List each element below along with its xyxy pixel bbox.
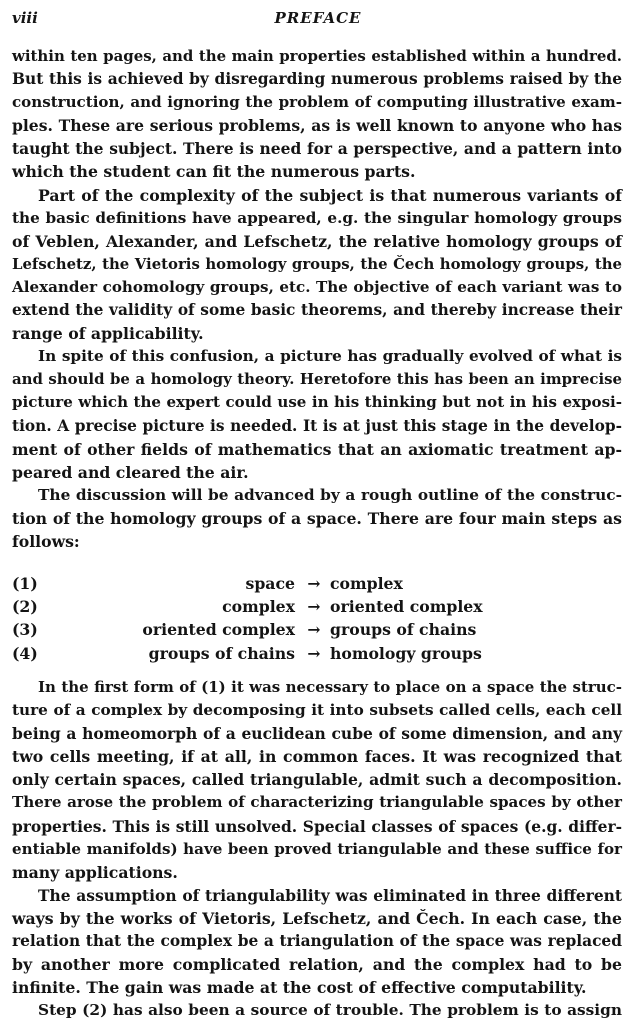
text-line: properties. This is still unsolved. Special classes of spaces (e.g. differ- (12, 816, 622, 836)
step-target: oriented complex (330, 597, 483, 617)
text-line: construction, and ignoring the problem of computing illustrative exam- (12, 93, 622, 112)
text-line: In the first form of (1) it was necessary to place on a space the struc- (38, 678, 622, 696)
text-line: ways by the works of Vietoris, Lefschetz, and Čech. In each case, the (12, 908, 622, 928)
step-number: (3) (12, 620, 38, 640)
text-line: extend the validity of some basic theorems, and thereby increase their (12, 301, 622, 320)
text-line: Part of the complexity of the subject is that numerous variants of (38, 185, 622, 205)
step-number: (2) (12, 597, 38, 617)
step-source: space (245, 574, 295, 593)
text-line: tion. A precise picture is needed. It is at just this stage in the develop- (12, 416, 622, 435)
step-source: groups of chains (148, 643, 295, 663)
construction-steps (12, 572, 622, 665)
page-number: viii (12, 9, 38, 27)
step-target: complex (330, 574, 403, 593)
text-line: relation that the complex be a triangulation of the space was replaced (12, 932, 622, 951)
text-line: In spite of this confusion, a picture has gradually evolved of what is (38, 347, 622, 366)
body-text-lower (12, 676, 622, 1022)
body-text-upper (12, 45, 622, 553)
text-line: range of applicability. (12, 324, 204, 344)
text-line: taught the subject. There is need for a perspective, and a pattern into (12, 139, 622, 159)
running-header (12, 9, 624, 31)
step-row (12, 642, 622, 665)
step-row (12, 572, 622, 595)
text-line: only certain spaces, called triangulable, admit such a decomposition. (12, 770, 622, 790)
text-line: Lefschetz, the Vietoris homology groups, the Čech homology groups, the (12, 254, 622, 273)
arrow-icon: → (307, 643, 321, 663)
text-line: But this is achieved by disregarding numerous problems raised by the (12, 70, 622, 89)
step-target: homology groups (330, 643, 482, 663)
text-line: two cells meeting, if at all, in common faces. It was recognized that (12, 747, 622, 767)
text-line: and should be a homology theory. Heretofore this has been an imprecise (12, 370, 622, 389)
arrow-icon: → (307, 574, 321, 593)
text-line: by another more complicated relation, and the complex had to be (12, 955, 622, 975)
running-title: PREFACE (274, 9, 362, 27)
text-line: within ten pages, and the main properties established within a hundred. (12, 47, 622, 65)
text-line: the basic definitions have appeared, e.g. the singular homology groups (12, 208, 622, 227)
step-target: groups of chains (330, 620, 477, 640)
text-line: ture of a complex by decomposing it into subsets called cells, each cell (12, 701, 622, 720)
text-line: many applications. (12, 862, 178, 882)
text-line: The assumption of triangulability was eliminated in three different (38, 885, 622, 905)
text-line: peared and cleared the air. (12, 462, 249, 482)
arrow-icon: → (307, 620, 321, 640)
text-line: entiable manifolds) have been proved triangulable and these suffice for (12, 839, 622, 858)
text-line: ment of other fields of mathematics that an axiomatic treatment ap- (12, 439, 622, 459)
text-line: being a homeomorph of a euclidean cube of some dimension, and any (12, 724, 622, 744)
text-line: ples. These are serious problems, as is well known to anyone who has (12, 116, 622, 136)
step-row (12, 595, 622, 618)
text-line: Step (2) has also been a source of trouble. The problem is to assign (38, 1001, 622, 1020)
text-line: Alexander cohomology groups, etc. The objective of each variant was to (12, 277, 622, 296)
text-line: The discussion will be advanced by a rough outline of the construc- (38, 485, 622, 504)
step-source: complex (222, 597, 295, 617)
text-line: follows: (12, 531, 80, 551)
step-number: (1) (12, 574, 38, 593)
text-line: picture which the expert could use in his thinking but not in his exposi- (12, 393, 622, 412)
step-source: oriented complex (142, 620, 295, 640)
step-row (12, 618, 622, 641)
arrow-icon: → (307, 597, 321, 617)
text-line: infinite. The gain was made at the cost of effective computability. (12, 978, 587, 998)
step-number: (4) (12, 643, 38, 663)
text-line: which the student can fit the numerous parts. (12, 162, 416, 182)
text-line: There arose the problem of characterizing triangulable spaces by other (12, 793, 622, 812)
text-line: of Veblen, Alexander, and Lefschetz, the relative homology groups of (12, 231, 622, 251)
text-line: tion of the homology groups of a space. There are four main steps as (12, 508, 622, 528)
